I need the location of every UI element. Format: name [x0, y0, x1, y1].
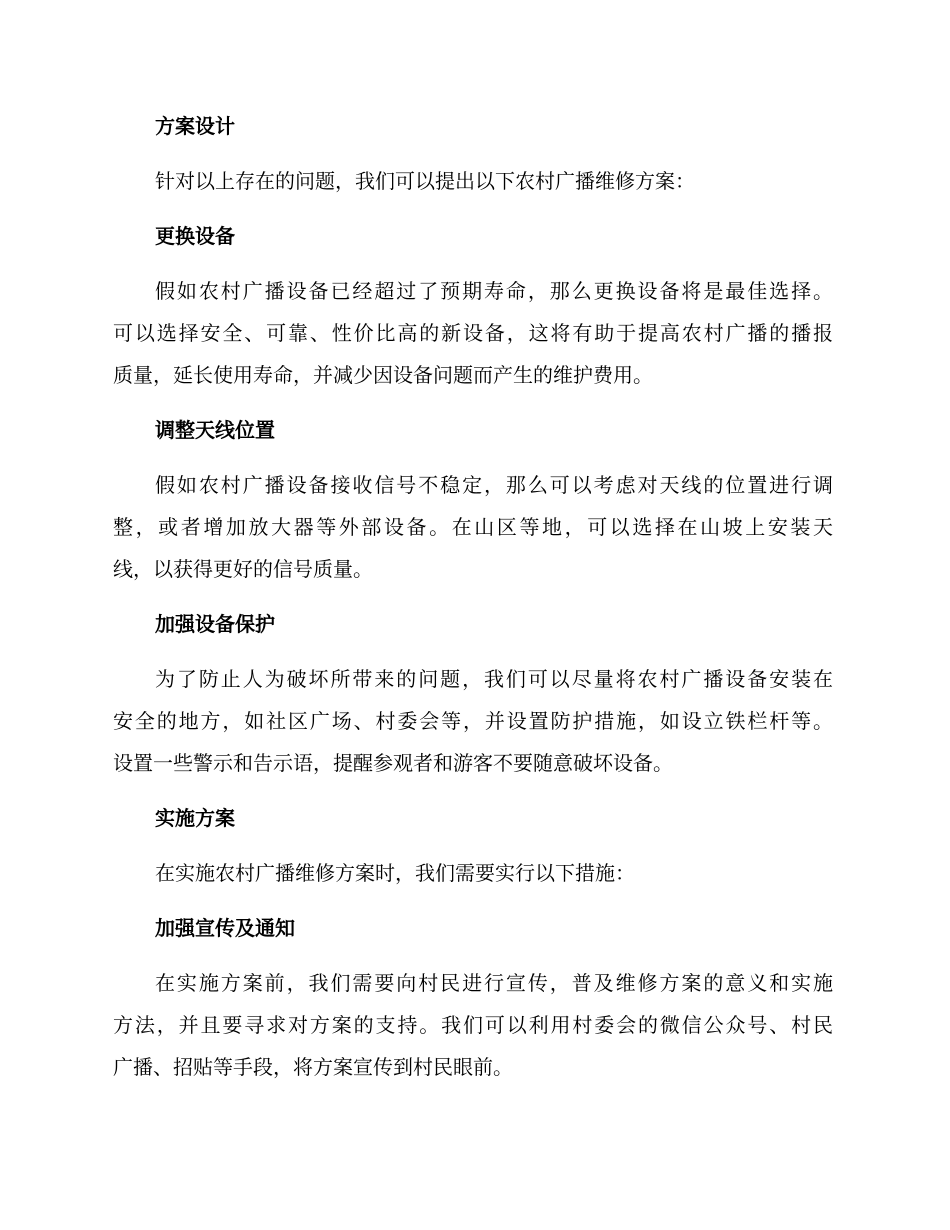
- section-heading-implementation: 实施方案: [155, 806, 235, 830]
- section-heading-publicity: 加强宣传及通知: [155, 916, 295, 940]
- section-paragraph-antenna: [113, 464, 833, 590]
- paragraph-line: 可以选择安全、可靠、性价比高的新设备，这将有助于提高农村广播的播报: [113, 321, 833, 345]
- paragraph-line: 为了防止人为破坏所带来的问题，我们可以尽量将农村广播设备安装在: [155, 667, 833, 691]
- paragraph-line: 整，或者增加放大器等外部设备。在山区等地，可以选择在山坡上安装天: [113, 515, 833, 539]
- section-heading-antenna: 调整天线位置: [155, 418, 275, 442]
- document-body: [113, 105, 833, 1101]
- section-paragraph-protection: [113, 658, 833, 784]
- paragraph-line: 假如农村广播设备接收信号不稳定，那么可以考虑对天线的位置进行调: [155, 473, 833, 497]
- paragraph-line: 质量，延长使用寿命，并减少因设备问题而产生的维护费用。: [113, 363, 653, 387]
- section-paragraph-publicity: [113, 962, 833, 1088]
- section-paragraph-replace-equipment: [113, 270, 833, 396]
- section-heading-replace-equipment: 更换设备: [155, 224, 235, 248]
- paragraph-line: 假如农村广播设备已经超过了预期寿命，那么更换设备将是最佳选择。: [155, 279, 833, 303]
- section-paragraph-design: 针对以上存在的问题，我们可以提出以下农村广播维修方案：: [155, 169, 695, 193]
- paragraph-line: 安全的地方，如社区广场、村委会等，并设置防护措施，如设立铁栏杆等。: [113, 709, 833, 733]
- section-paragraph-implementation: 在实施农村广播维修方案时，我们需要实行以下措施：: [155, 861, 635, 885]
- paragraph-line: 设置一些警示和告示语，提醒参观者和游客不要随意破坏设备。: [113, 751, 673, 775]
- paragraph-line: 广播、招贴等手段，将方案宣传到村民眼前。: [113, 1055, 513, 1079]
- paragraph-line: 在实施方案前，我们需要向村民进行宣传，普及维修方案的意义和实施: [155, 971, 833, 995]
- paragraph-line: 线，以获得更好的信号质量。: [113, 557, 373, 581]
- paragraph-line: 方法，并且要寻求对方案的支持。我们可以利用村委会的微信公众号、村民: [113, 1013, 833, 1037]
- section-heading-protection: 加强设备保护: [155, 612, 275, 636]
- section-heading-design: 方案设计: [155, 114, 235, 138]
